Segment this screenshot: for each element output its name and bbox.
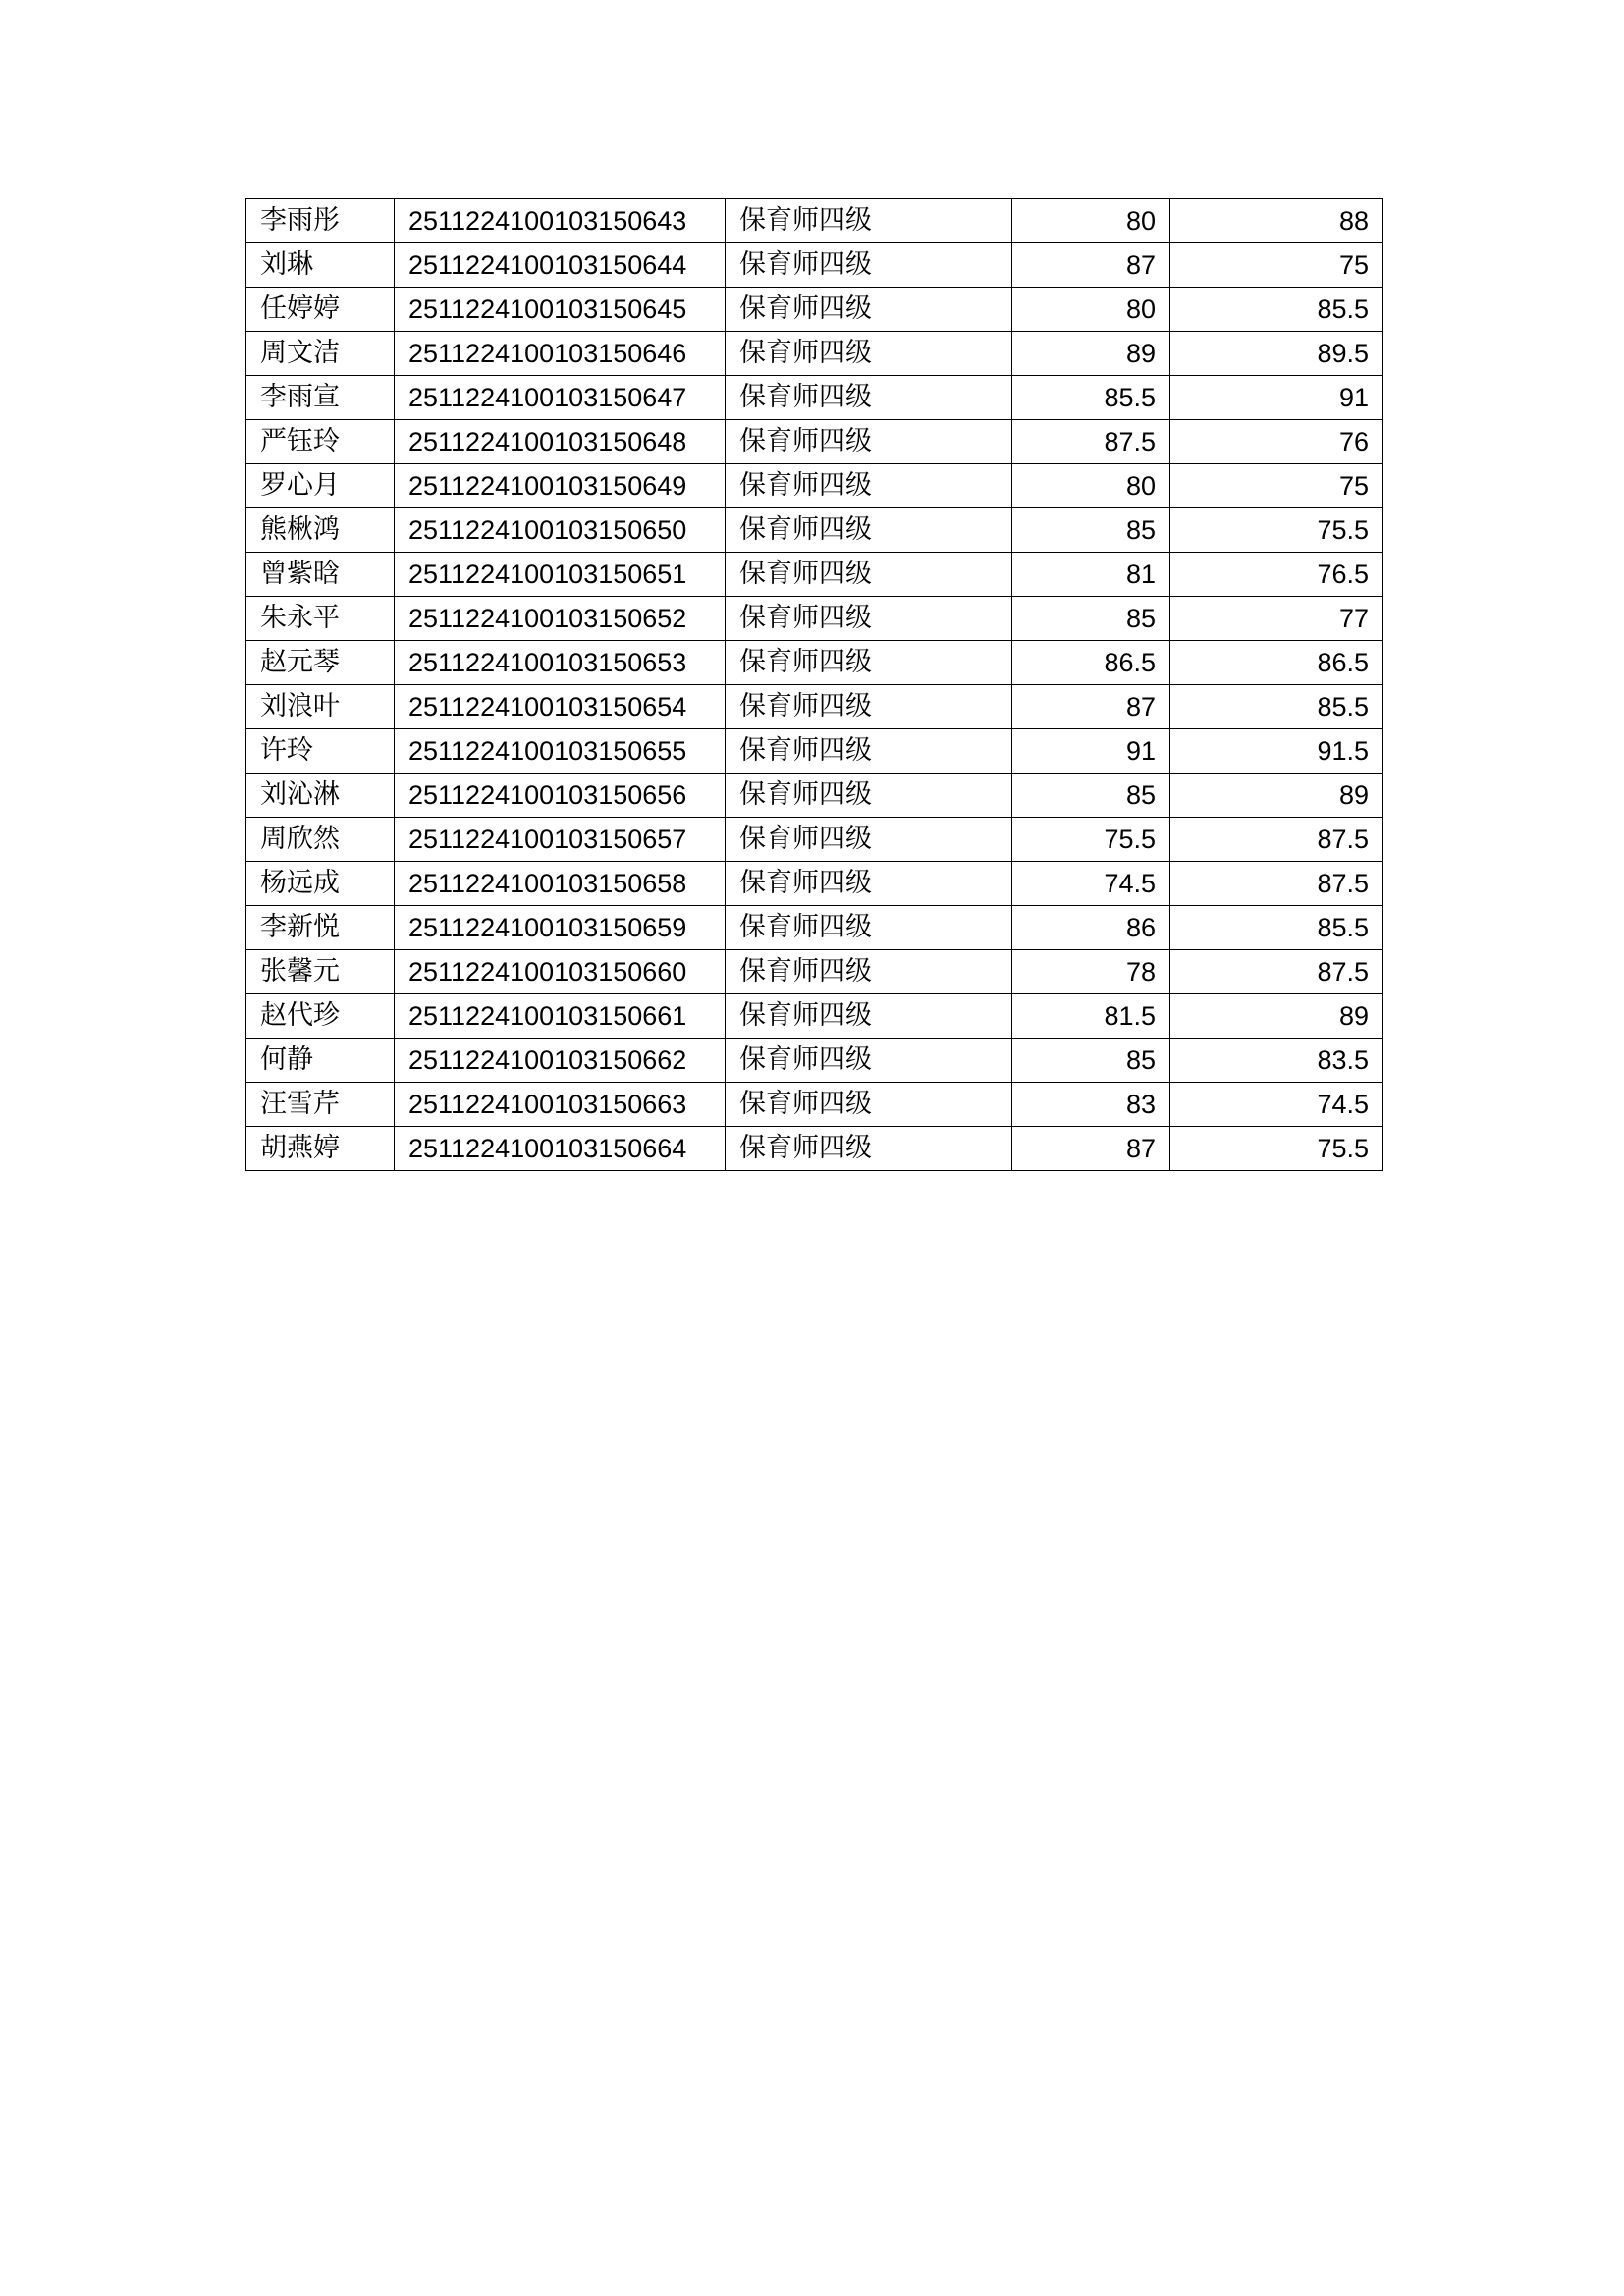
- skill-score-cell: 86.5: [1170, 641, 1383, 685]
- table-row: [246, 774, 1383, 818]
- candidate-id-cell: 2511224100103150651: [395, 553, 726, 597]
- candidate-name-cell: 杨远成: [246, 862, 395, 906]
- theory-score-cell: 87: [1012, 685, 1170, 729]
- candidate-name-cell: 赵元琴: [246, 641, 395, 685]
- skill-score-cell: 75.5: [1170, 508, 1383, 553]
- candidate-id-cell: 2511224100103150655: [395, 729, 726, 774]
- table-row: [246, 818, 1383, 862]
- candidate-id-cell: 2511224100103150662: [395, 1039, 726, 1083]
- candidate-name-cell: 任婷婷: [246, 288, 395, 332]
- skill-score-cell: 87.5: [1170, 862, 1383, 906]
- theory-score-cell: 78: [1012, 950, 1170, 994]
- candidate-name-cell: 汪雪芹: [246, 1083, 395, 1127]
- certificate-level-cell: 保育师四级: [726, 420, 1012, 464]
- candidate-id-cell: 2511224100103150649: [395, 464, 726, 508]
- candidate-id-cell: 2511224100103150644: [395, 243, 726, 288]
- theory-score-cell: 81: [1012, 553, 1170, 597]
- certificate-level-cell: 保育师四级: [726, 685, 1012, 729]
- skill-score-cell: 87.5: [1170, 950, 1383, 994]
- table-row: [246, 243, 1383, 288]
- table-row: [246, 1083, 1383, 1127]
- candidate-id-cell: 2511224100103150663: [395, 1083, 726, 1127]
- candidate-name-cell: 熊楸鸿: [246, 508, 395, 553]
- candidate-id-cell: 2511224100103150652: [395, 597, 726, 641]
- skill-score-cell: 74.5: [1170, 1083, 1383, 1127]
- candidate-name-cell: 严钰玲: [246, 420, 395, 464]
- theory-score-cell: 87.5: [1012, 420, 1170, 464]
- candidate-name-cell: 李雨彤: [246, 199, 395, 243]
- table-row: [246, 994, 1383, 1039]
- theory-score-cell: 81.5: [1012, 994, 1170, 1039]
- candidate-name-cell: 许玲: [246, 729, 395, 774]
- skill-score-cell: 87.5: [1170, 818, 1383, 862]
- skill-score-cell: 85.5: [1170, 906, 1383, 950]
- candidate-id-cell: 2511224100103150650: [395, 508, 726, 553]
- table-row: [246, 376, 1383, 420]
- certificate-level-cell: 保育师四级: [726, 553, 1012, 597]
- table-row: [246, 862, 1383, 906]
- skill-score-cell: 75.5: [1170, 1127, 1383, 1171]
- candidate-id-cell: 2511224100103150647: [395, 376, 726, 420]
- table-row: [246, 464, 1383, 508]
- theory-score-cell: 74.5: [1012, 862, 1170, 906]
- candidate-id-cell: 2511224100103150659: [395, 906, 726, 950]
- table-row: [246, 420, 1383, 464]
- theory-score-cell: 80: [1012, 199, 1170, 243]
- theory-score-cell: 85: [1012, 1039, 1170, 1083]
- candidate-name-cell: 李新悦: [246, 906, 395, 950]
- theory-score-cell: 85: [1012, 774, 1170, 818]
- theory-score-cell: 86.5: [1012, 641, 1170, 685]
- certificate-level-cell: 保育师四级: [726, 199, 1012, 243]
- candidate-id-cell: 2511224100103150645: [395, 288, 726, 332]
- certificate-level-cell: 保育师四级: [726, 906, 1012, 950]
- candidate-id-cell: 2511224100103150658: [395, 862, 726, 906]
- candidate-name-cell: 赵代珍: [246, 994, 395, 1039]
- skill-score-cell: 83.5: [1170, 1039, 1383, 1083]
- certificate-level-cell: 保育师四级: [726, 950, 1012, 994]
- candidate-name-cell: 张馨元: [246, 950, 395, 994]
- candidate-name-cell: 胡燕婷: [246, 1127, 395, 1171]
- candidate-id-cell: 2511224100103150654: [395, 685, 726, 729]
- skill-score-cell: 77: [1170, 597, 1383, 641]
- theory-score-cell: 85: [1012, 508, 1170, 553]
- certificate-level-cell: 保育师四级: [726, 994, 1012, 1039]
- theory-score-cell: 75.5: [1012, 818, 1170, 862]
- certificate-level-cell: 保育师四级: [726, 774, 1012, 818]
- certificate-level-cell: 保育师四级: [726, 243, 1012, 288]
- skill-score-cell: 89: [1170, 774, 1383, 818]
- theory-score-cell: 83: [1012, 1083, 1170, 1127]
- table-row: [246, 1127, 1383, 1171]
- candidate-name-cell: 刘浪叶: [246, 685, 395, 729]
- certificate-level-cell: 保育师四级: [726, 1039, 1012, 1083]
- theory-score-cell: 86: [1012, 906, 1170, 950]
- skill-score-cell: 91.5: [1170, 729, 1383, 774]
- certificate-level-cell: 保育师四级: [726, 508, 1012, 553]
- skill-score-cell: 91: [1170, 376, 1383, 420]
- table-row: [246, 1039, 1383, 1083]
- table-row: [246, 332, 1383, 376]
- candidate-id-cell: 2511224100103150661: [395, 994, 726, 1039]
- certificate-level-cell: 保育师四级: [726, 332, 1012, 376]
- candidate-id-cell: 2511224100103150657: [395, 818, 726, 862]
- skill-score-cell: 85.5: [1170, 288, 1383, 332]
- candidate-id-cell: 2511224100103150653: [395, 641, 726, 685]
- table-row: [246, 641, 1383, 685]
- certificate-level-cell: 保育师四级: [726, 376, 1012, 420]
- theory-score-cell: 87: [1012, 243, 1170, 288]
- table-row: [246, 199, 1383, 243]
- candidate-name-cell: 刘琳: [246, 243, 395, 288]
- candidate-name-cell: 朱永平: [246, 597, 395, 641]
- table-row: [246, 508, 1383, 553]
- candidate-id-cell: 2511224100103150646: [395, 332, 726, 376]
- theory-score-cell: 80: [1012, 288, 1170, 332]
- skill-score-cell: 76: [1170, 420, 1383, 464]
- candidate-name-cell: 曾紫晗: [246, 553, 395, 597]
- score-table-body: [246, 199, 1383, 1171]
- table-row: [246, 906, 1383, 950]
- skill-score-cell: 88: [1170, 199, 1383, 243]
- theory-score-cell: 87: [1012, 1127, 1170, 1171]
- candidate-name-cell: 周欣然: [246, 818, 395, 862]
- score-table: [245, 198, 1383, 1171]
- table-row: [246, 553, 1383, 597]
- table-row: [246, 729, 1383, 774]
- theory-score-cell: 89: [1012, 332, 1170, 376]
- theory-score-cell: 80: [1012, 464, 1170, 508]
- certificate-level-cell: 保育师四级: [726, 1083, 1012, 1127]
- theory-score-cell: 85.5: [1012, 376, 1170, 420]
- certificate-level-cell: 保育师四级: [726, 818, 1012, 862]
- certificate-level-cell: 保育师四级: [726, 597, 1012, 641]
- table-row: [246, 685, 1383, 729]
- candidate-id-cell: 2511224100103150664: [395, 1127, 726, 1171]
- candidate-id-cell: 2511224100103150656: [395, 774, 726, 818]
- table-row: [246, 950, 1383, 994]
- candidate-name-cell: 罗心月: [246, 464, 395, 508]
- candidate-id-cell: 2511224100103150660: [395, 950, 726, 994]
- candidate-name-cell: 李雨宣: [246, 376, 395, 420]
- certificate-level-cell: 保育师四级: [726, 464, 1012, 508]
- table-row: [246, 288, 1383, 332]
- table-row: [246, 597, 1383, 641]
- theory-score-cell: 91: [1012, 729, 1170, 774]
- theory-score-cell: 85: [1012, 597, 1170, 641]
- candidate-name-cell: 刘沁淋: [246, 774, 395, 818]
- certificate-level-cell: 保育师四级: [726, 862, 1012, 906]
- candidate-id-cell: 2511224100103150648: [395, 420, 726, 464]
- skill-score-cell: 89.5: [1170, 332, 1383, 376]
- candidate-id-cell: 2511224100103150643: [395, 199, 726, 243]
- skill-score-cell: 75: [1170, 243, 1383, 288]
- certificate-level-cell: 保育师四级: [726, 729, 1012, 774]
- skill-score-cell: 89: [1170, 994, 1383, 1039]
- candidate-name-cell: 周文洁: [246, 332, 395, 376]
- candidate-name-cell: 何静: [246, 1039, 395, 1083]
- certificate-level-cell: 保育师四级: [726, 1127, 1012, 1171]
- skill-score-cell: 75: [1170, 464, 1383, 508]
- skill-score-cell: 85.5: [1170, 685, 1383, 729]
- skill-score-cell: 76.5: [1170, 553, 1383, 597]
- certificate-level-cell: 保育师四级: [726, 641, 1012, 685]
- certificate-level-cell: 保育师四级: [726, 288, 1012, 332]
